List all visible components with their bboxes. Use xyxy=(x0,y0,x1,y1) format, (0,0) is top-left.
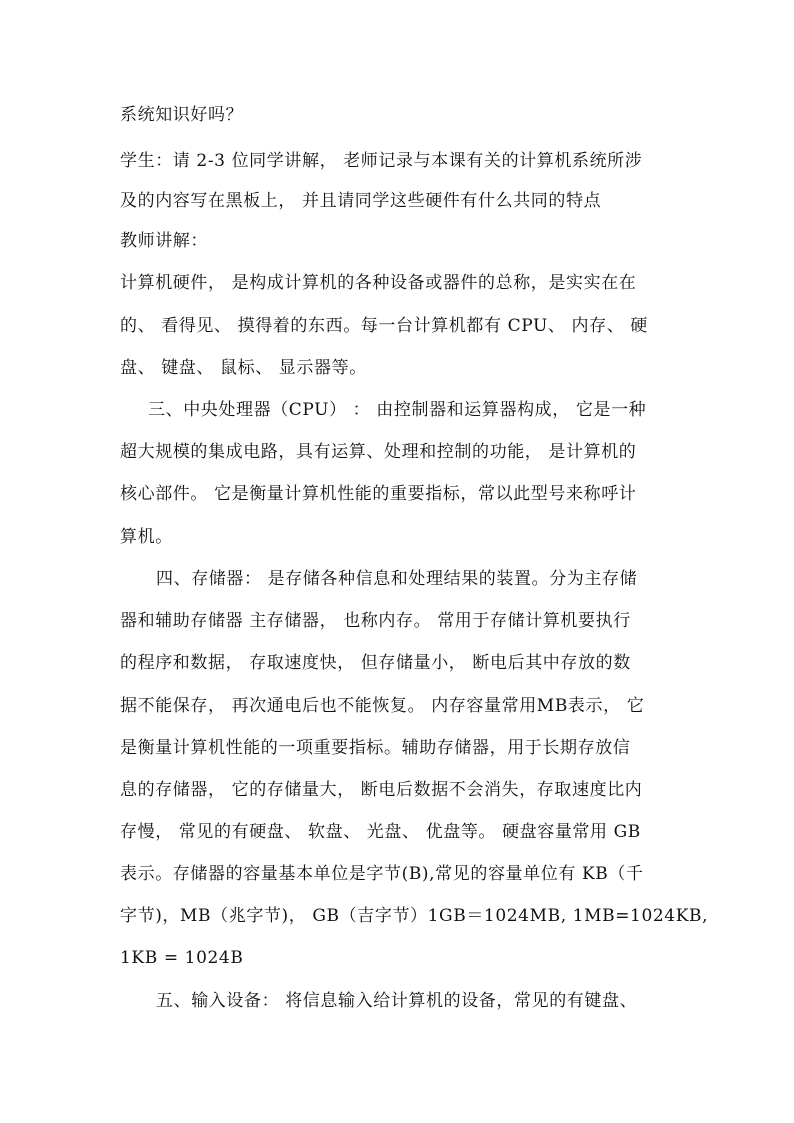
text-line: 的、 看得见、 摸得着的东西。每一台计算机都有 CPU、 内存、 硬 xyxy=(120,316,648,336)
text-line: 超大规模的集成电路，具有运算、处理和控制的功能， 是计算机的 xyxy=(120,442,637,462)
text-line: 据不能保存， 再次通电后也不能恢复。 内存容量常用MB表示， 它 xyxy=(120,696,645,716)
text-line: 及的内容写在黑板上， 并且请同学这些硬件有什么共同的特点 xyxy=(120,191,602,211)
section-heading-cpu: 三、中央处理器（CPU） ： 由控制器和运算器构成， 它是一种 xyxy=(148,400,647,420)
text-line: 教师讲解： xyxy=(120,231,208,251)
section-heading-storage: 四、存储器： 是存储各种信息和处理结果的装置。分为主存储 xyxy=(156,569,638,589)
section-heading-input-devices: 五、输入设备： 将信息输入给计算机的设备，常见的有键盘、 xyxy=(156,991,638,1011)
text-line: 计算机硬件， 是构成计算机的各种设备或器件的总称，是实实在在 xyxy=(120,273,637,293)
text-line: 盘、 键盘、 鼠标、 显示器等。 xyxy=(120,358,367,378)
text-line: 系统知识好吗？ xyxy=(120,105,244,125)
text-line: 算机。 xyxy=(120,527,173,547)
text-line: 存慢， 常见的有硬盘、 软盘、 光盘、 优盘等。 硬盘容量常用 GB xyxy=(120,822,641,842)
text-line: 学生：请 2-3 位同学讲解， 老师记录与本课有关的计算机系统所涉 xyxy=(120,151,643,171)
text-line: 字节)，MB（兆字节)， GB（吉字节）1GB＝1024MB, 1MB=1024KB, xyxy=(120,906,709,926)
text-line: 1KB = 1024B xyxy=(120,948,244,968)
text-line: 是衡量计算机性能的一项重要指标。辅助存储器，用于长期存放信 xyxy=(120,738,631,758)
text-line: 息的存储器， 它的存储量大， 断电后数据不会消失，存取速度比内 xyxy=(120,780,643,800)
text-line: 的程序和数据， 存取速度快， 但存储量小， 断电后其中存放的数 xyxy=(120,653,631,673)
text-line: 核心部件。 它是衡量计算机性能的重要指标，常以此型号来称呼计 xyxy=(120,484,637,504)
text-line: 器和辅助存储器 主存储器， 也称内存。 常用于存储计算机要执行 xyxy=(120,611,631,631)
text-line: 表示。存储器的容量基本单位是字节(B),常见的容量单位有 KB（千 xyxy=(120,864,644,884)
